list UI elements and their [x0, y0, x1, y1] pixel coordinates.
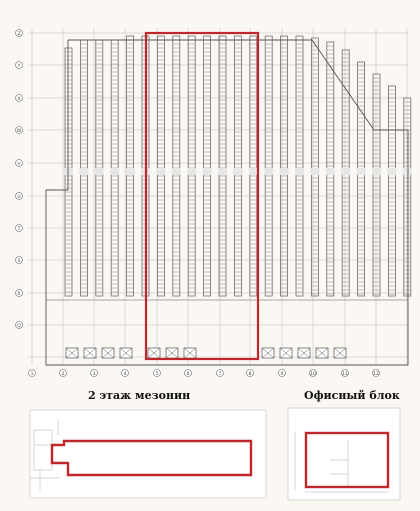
loading-bays: [66, 348, 346, 358]
rack-row: [188, 36, 195, 296]
office-inset: [288, 408, 400, 500]
rack-row: [173, 36, 180, 296]
rack-row: [127, 36, 134, 296]
cross-aisle: [310, 168, 319, 175]
rack-row: [388, 86, 395, 296]
building-wall: [46, 40, 408, 365]
col-axis-label: 10: [310, 372, 316, 377]
col-axis-label: 4: [123, 372, 127, 377]
rack-row: [281, 36, 288, 296]
row-axis-label: X: [17, 97, 21, 102]
col-axis-label: 11: [342, 372, 348, 377]
rack-row: [250, 36, 257, 296]
cross-aisle: [403, 168, 412, 175]
cross-aisle: [295, 168, 304, 175]
cross-aisle: [203, 168, 212, 175]
rack-row: [296, 36, 303, 296]
row-axis-label: Z: [17, 32, 21, 37]
col-axis-label: 7: [218, 372, 222, 377]
col-axis-label: 1: [30, 372, 34, 377]
cross-aisle: [64, 168, 73, 175]
cross-aisle: [372, 168, 381, 175]
row-axis-label: S: [17, 259, 21, 264]
row-axis-label: W: [16, 129, 22, 134]
cross-aisle: [172, 168, 181, 175]
cross-aisle: [341, 168, 350, 175]
cross-aisle: [233, 168, 242, 175]
cross-aisle: [280, 168, 289, 175]
cross-aisle: [95, 168, 104, 175]
col-axis-label: 3: [92, 372, 96, 377]
row-axis-label: Q: [17, 324, 21, 329]
mezzanine-inset: [30, 410, 266, 498]
cross-aisle: [126, 168, 135, 175]
cross-aisle: [264, 168, 273, 175]
rack-rows: [64, 36, 412, 296]
row-axis-label: V: [17, 162, 21, 167]
rack-row: [234, 36, 241, 296]
row-axis-label: U: [17, 195, 21, 200]
rack-row: [265, 36, 272, 296]
rack-row: [157, 36, 164, 296]
cross-aisle: [156, 168, 165, 175]
col-axis-label: 2: [61, 372, 65, 377]
mezzanine-inset-frame: [30, 410, 266, 498]
rack-row: [358, 62, 365, 296]
cross-aisle: [249, 168, 258, 175]
cross-aisle: [79, 168, 88, 175]
col-axis-label: 8: [248, 372, 252, 377]
row-axis-label: R: [17, 292, 21, 297]
col-axis-label: 6: [186, 372, 190, 377]
office-label: Офисный блок: [304, 389, 400, 402]
cross-aisle: [218, 168, 227, 175]
cross-aisle: [357, 168, 366, 175]
cross-aisle: [110, 168, 119, 175]
building-outline: [46, 40, 408, 365]
cross-aisle: [387, 168, 396, 175]
grid-lines: [28, 28, 408, 365]
rack-row: [204, 36, 211, 296]
col-axis-label: 9: [280, 372, 284, 377]
row-axis-label: Y: [17, 64, 21, 69]
rack-row: [404, 98, 411, 296]
rack-row: [311, 38, 318, 296]
col-axis-label: 12: [373, 372, 379, 377]
mezzanine-label: 2 этаж мезонин: [88, 389, 191, 402]
row-axis-label: T: [17, 227, 21, 232]
col-axis-label: 5: [155, 372, 159, 377]
cross-aisle: [187, 168, 196, 175]
rack-row: [373, 74, 380, 296]
cross-aisle: [326, 168, 335, 175]
